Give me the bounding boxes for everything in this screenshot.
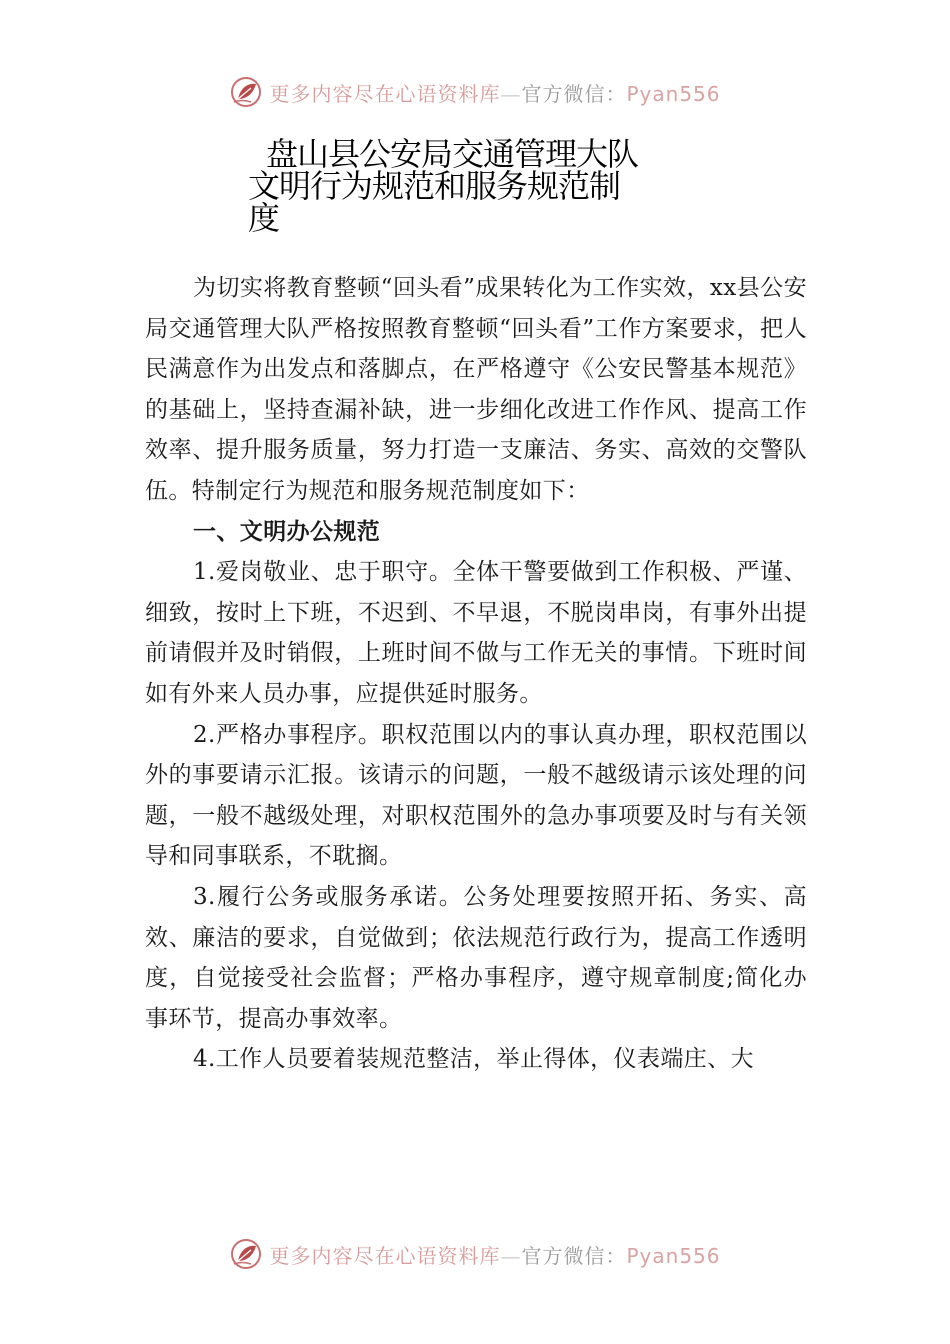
watermark-label: 官方微信： [521,1243,627,1268]
watermark-wechat-id: Pyan556 [626,1243,721,1268]
list-item-4: 4.工作人员要着装规范整洁，举止得体，仪表端庄、大 [193,1046,754,1073]
leaf-logo-icon [229,1237,263,1271]
watermark-label: 官方微信： [521,81,627,106]
watermark-header [0,72,950,112]
watermark-footer [0,1234,950,1274]
watermark-separator: — [500,81,522,106]
document-body [145,268,807,1080]
title-line-3: 度 [248,199,280,237]
section-heading: 一、文明办公规范 [193,518,381,545]
watermark-text [269,1240,720,1269]
list-item-2: 2.严格办事程序。职权范围以内的事认真办理，职权范围以外的事要请示汇报。该请示的问题，一般不越级请示该处理的问题，一般不越级处理，对职权范围外的急办事项要及时与有关领导和同事联系，不耽搁。 [145,721,807,870]
watermark-text [269,78,720,107]
watermark-brand: 更多内容尽在心语资料库 [269,1243,501,1268]
document-title [248,135,718,237]
watermark-separator: — [500,1243,522,1268]
leaf-logo-icon [229,75,263,109]
watermark-group [229,75,720,109]
intro-paragraph: 为切实将教育整顿“回头看”成果转化为工作实效，xx县公安局交通管理大队严格按照教育整顿“回头看”工作方案要求，把人民满意作为出发点和落脚点，在严格遵守《公安民警基本规范》的基础上，坚持查漏补缺，进一步细化改进工作作风、提高工作效率、提升服务质量，努力打造一支廉洁、务实、高效的交警队伍。特制定行为规范和服务规范制度如下： [145,275,807,504]
watermark-brand: 更多内容尽在心语资料库 [269,81,501,106]
title-line-2: 文明行为规范和服务规范制 [248,167,621,205]
list-item-1: 1.爱岗敬业、忠于职守。全体干警要做到工作积极、严谨、细致，按时上下班，不迟到、不早退，不脱岗串岗，有事外出提前请假并及时销假，上班时间不做与工作无关的事情。下班时间如有外来人员办事，应提供延时服务。 [145,559,807,707]
watermark-wechat-id: Pyan556 [626,81,721,106]
watermark-group [229,1237,720,1271]
title-line-1: 盘山县公安局交通管理大队 [266,135,639,173]
list-item-3: 3.履行公务或服务承诺。公务处理要按照开拓、务实、高效、廉洁的要求，自觉做到；依法规范行政行为，提高工作透明度，自觉接受社会监督；严格办事程序，遵守规章制度;简化办事环节，提高办事效率。 [145,883,807,1032]
